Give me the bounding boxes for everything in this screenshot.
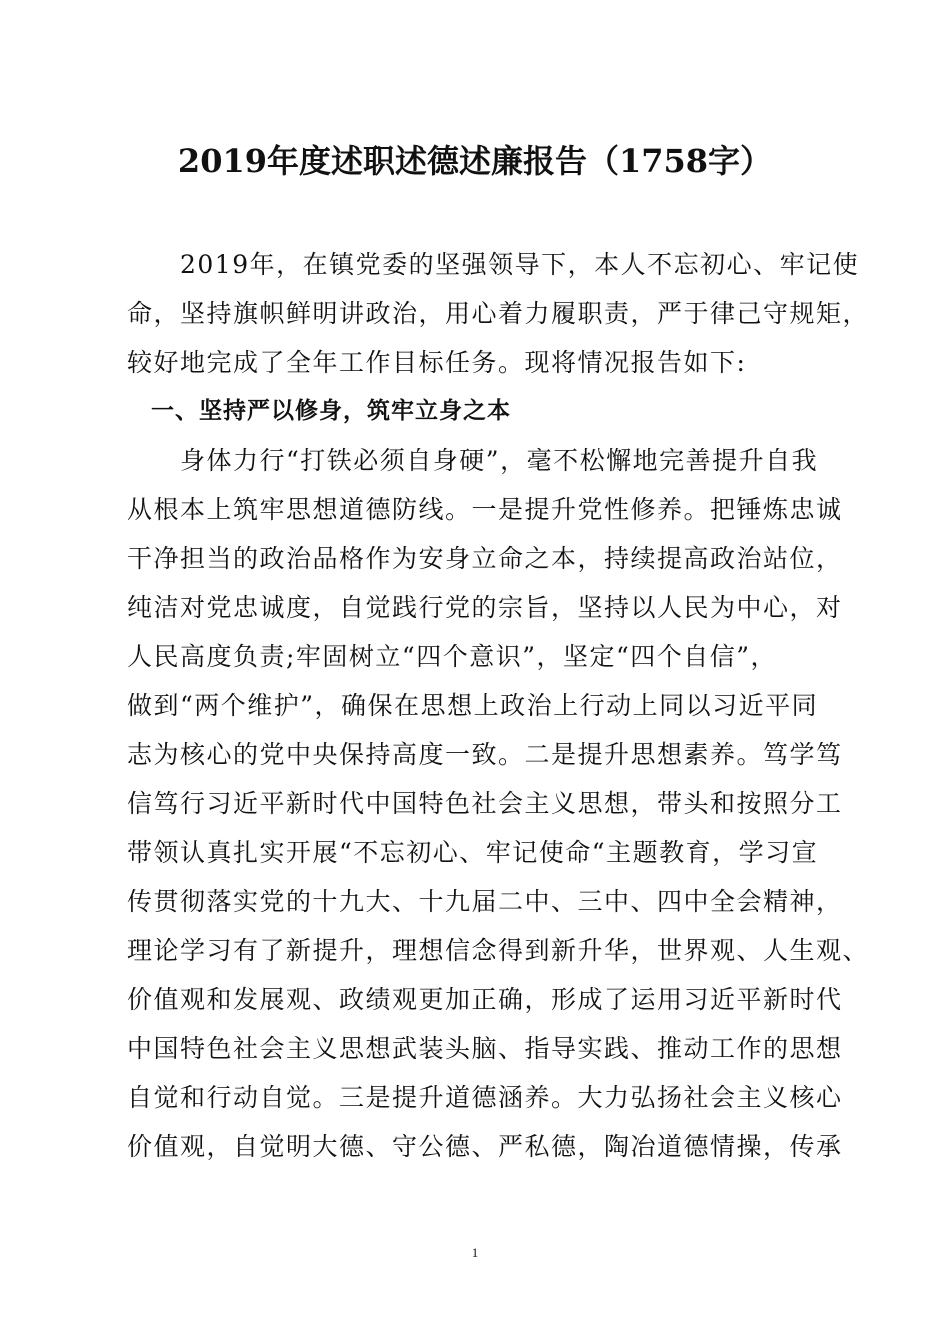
document-title: 2019年度述职述德述廉报告（1758字） — [177, 142, 773, 180]
body-line: 传贯彻落实党的十九大、十九届二中、三中、四中全会精神， — [127, 887, 843, 916]
body-line: 较好地完成了全年工作目标任务。现将情况报告如下: — [127, 348, 747, 377]
body-line: 纯洁对党忠诚度，自觉践行党的宗旨，坚持以人民为中心，对 — [127, 593, 843, 622]
body-line: 做到“两个维护”，确保在思想上政治上行动上同以习近平同 — [127, 691, 819, 720]
body-line: 从根本上筑牢思想道德防线。一是提升党性修养。把锤炼忠诚 — [127, 495, 843, 524]
body-line: 自觉和行动自觉。三是提升道德涵养。大力弘扬社会主义核心 — [127, 1083, 843, 1112]
body-line: 信笃行习近平新时代中国特色社会主义思想，带头和按照分工 — [127, 789, 843, 818]
body-line: 身体力行“打铁必须自身硬”，毫不松懈地完善提升自我 — [127, 446, 819, 475]
document-body — [127, 240, 870, 1171]
body-line: 价值观，自觉明大德、守公德、严私德，陶冶道德情操，传承 — [127, 1132, 843, 1161]
body-line: 带领认真扎实开展“不忘初心、牢记使命“主题教育，学习宣 — [127, 838, 819, 867]
body-line: 中国特色社会主义思想武装头脑、指导实践、推动工作的思想 — [127, 1034, 843, 1063]
body-line: 理论学习有了新提升，理想信念得到新升华，世界观、人生观、 — [127, 936, 870, 965]
body-line: 命，坚持旗帜鲜明讲政治，用心着力履职责，严于律己守规矩， — [127, 299, 870, 328]
body-line: 人民高度负责;牢固树立“四个意识”，坚定“四个自信”， — [127, 642, 778, 671]
page-number: 1 — [471, 1245, 479, 1260]
body-line: 2019年，在镇党委的坚强领导下，本人不忘初心、牢记使 — [127, 250, 860, 279]
body-line: 价值观和发展观、政绩观更加正确，形成了运用习近平新时代 — [127, 985, 843, 1014]
body-line: 干净担当的政治品格作为安身立命之本，持续提高政治站位， — [127, 544, 843, 573]
section-heading: 一、坚持严以修身，筑牢立身之本 — [127, 398, 511, 424]
body-line: 志为核心的党中央保持高度一致。二是提升思想素养。笃学笃 — [127, 740, 843, 769]
